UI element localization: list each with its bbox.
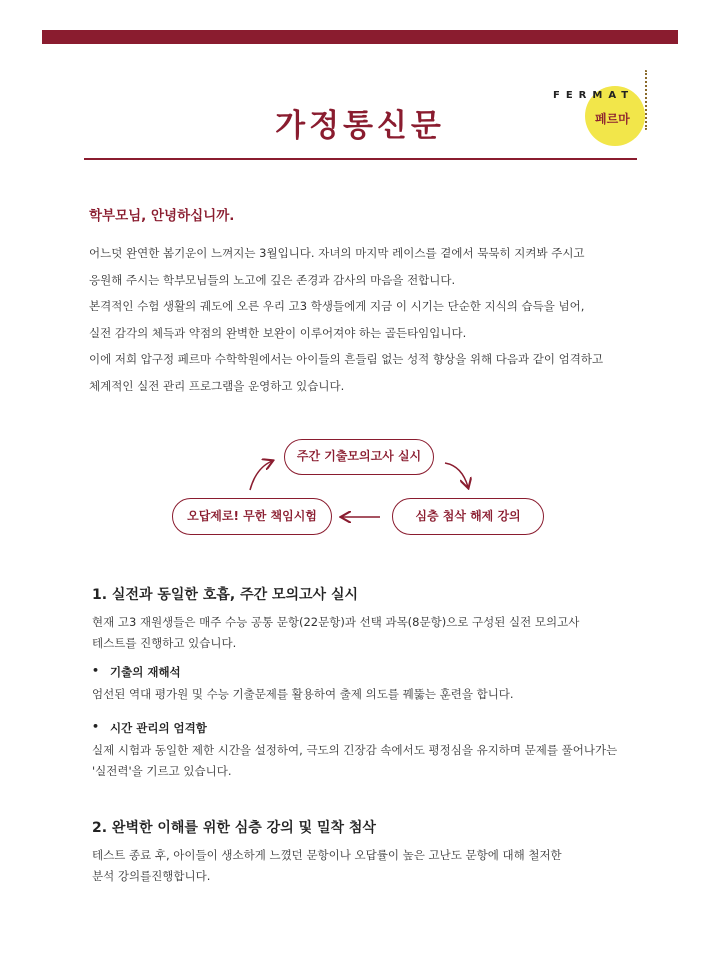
intro-line: 어느덧 완연한 봄기운이 느껴지는 3월입니다. 자녀의 마지막 레이스를 곁에서 묵묵히 지켜봐 주시고	[89, 246, 585, 260]
bullet-title: 시간 관리의 엄격함	[110, 721, 207, 735]
bullet-body-line: 실제 시험과 동일한 제한 시간을 설정하여, 극도의 긴장감 속에서도 평정심을 유지하며 문제를 풀어나가는	[92, 743, 618, 757]
intro-line: 본격적인 수험 생활의 궤도에 오른 우리 고3 학생들에게 지금 이 시기는 단순한 지식의 습득을 넘어,	[89, 299, 585, 313]
intro-line: 체계적인 실전 관리 프로그램을 운영하고 있습니다.	[89, 378, 345, 393]
intro-line: 응원해 주시는 학부모님들의 노고에 깊은 존경과 감사의 마음을 전합니다.	[89, 272, 456, 287]
cycle-step-weekly-exam: 주간 기출모의고사 실시	[284, 439, 434, 475]
page-title: 가정통신문	[275, 108, 445, 144]
bullet-body-line: 엄선된 역대 평가원 및 수능 기출문제를 활용하여 출제 의도를 꿰뚫는 훈련을 합니다.	[92, 687, 514, 701]
section-1-body-line: 테스트를 진행하고 있습니다.	[92, 636, 237, 650]
section-2-body-line: 테스트 종료 후, 아이들이 생소하게 느꼈던 문항이나 오답률이 높은 고난도 문항에 대해 철저한	[92, 848, 562, 862]
cycle-step-zero-wrong-test: 오답제로! 무한 책임시험	[172, 498, 332, 535]
arrow-step3-to-step1	[250, 461, 272, 490]
section-2	[92, 817, 376, 837]
bullet-body-line: '실전력'을 기르고 있습니다.	[92, 764, 232, 778]
section-1-body	[92, 612, 579, 654]
section-1-heading: 1. 실전과 동일한 호흡, 주간 모의고사 실시	[92, 587, 359, 603]
section-1-body-line: 현재 고3 재원생들은 매주 수능 공통 문항(22문항)과 선택 과목(8문항)으로 구성된 실전 모의고사	[92, 615, 580, 629]
bullet-title: 기출의 재해석	[110, 665, 181, 679]
bullet-dot: •	[92, 664, 100, 677]
bullet-2	[92, 720, 207, 736]
bullet-1	[92, 664, 181, 680]
cycle-step-deep-lecture: 심층 첨삭 해제 강의	[392, 498, 544, 535]
bullet-2-body	[92, 740, 617, 782]
section-2-heading: 2. 완벽한 이해를 위한 심층 강의 및 밀착 첨삭	[92, 820, 376, 836]
section-2-body-line: 분석 강의를진행합니다.	[92, 869, 211, 883]
top-accent-bar	[42, 30, 678, 44]
logo-wordmark: FERMAT	[553, 90, 635, 101]
arrow-step1-to-step2	[445, 463, 468, 487]
section-1	[92, 584, 358, 604]
intro-line: 이에 저희 압구정 페르마 수학학원에서는 아이들의 흔들림 없는 성적 향상을 위해 다음과 같이 엄격하고	[89, 352, 604, 366]
intro-line: 실전 감각의 체득과 약점의 완벽한 보완이 이루어져야 하는 골든타임입니다.	[89, 325, 467, 340]
intro-paragraph	[89, 240, 649, 399]
bullet-dot: •	[92, 720, 100, 733]
section-2-body	[92, 845, 562, 887]
greeting: 학부모님, 안녕하십니까.	[89, 208, 235, 224]
title-divider	[84, 158, 637, 160]
cycle-diagram	[0, 430, 720, 540]
logo-korean-name: 페르마	[595, 112, 630, 126]
bullet-1-body	[92, 684, 514, 705]
